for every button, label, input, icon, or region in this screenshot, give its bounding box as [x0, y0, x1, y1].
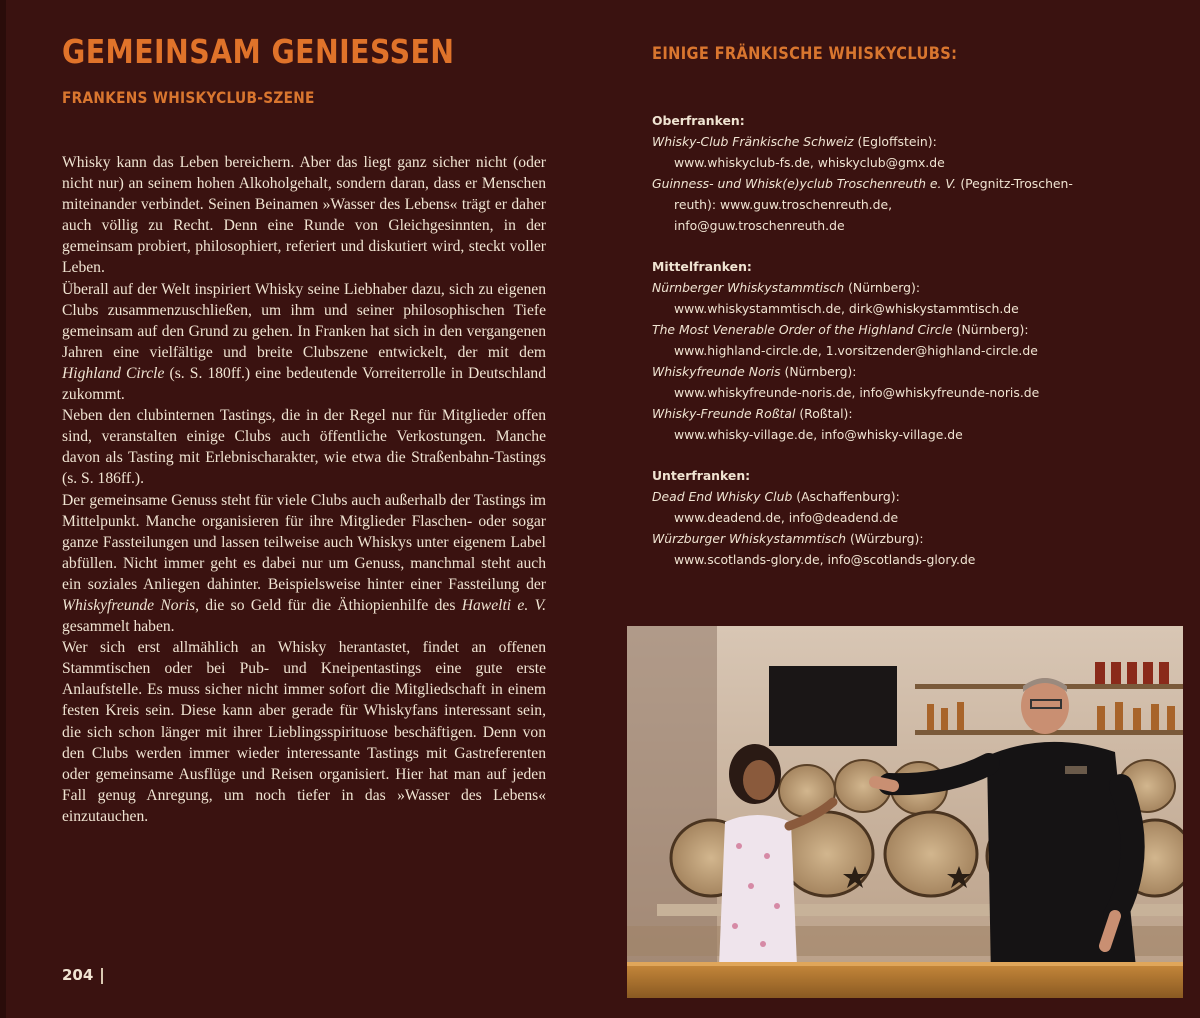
whisky-club-photo	[627, 626, 1183, 998]
club-contact: info@guw.troschenreuth.de	[674, 218, 845, 233]
club-name: Whisky-Club Fränkische Schweiz	[652, 134, 854, 149]
photo-illustration	[627, 626, 1183, 998]
club-location: (Egloffstein):	[853, 134, 937, 149]
club-contact: reuth): www.guw.troschenreuth.de,	[674, 197, 893, 212]
paragraph-1: Whisky kann das Leben bereichern. Aber das liegt ganz sicher nicht (oder nicht nur) an seinem hohen Alkoholgehalt, sondern daran, dass er Menschen miteinander verbindet. Seinen Beinamen »Wasser des Lebens« trägt er daher auch völlig zu Recht. Denn eine Runde von Gleichgesinnten, in der gemeinsam probiert, philosophiert, referiert und diskutiert wird, steckt voller Leben.	[62, 154, 546, 277]
paragraph-2-text-end: (s. S. 180ff.) eine bedeutende Vorreiterrolle in Deutschland zukommt.	[62, 364, 546, 404]
club-entry	[652, 403, 1172, 424]
club-location: (Nürnberg):	[952, 322, 1029, 337]
paragraph-5: Wer sich erst allmählich an Whisky herantastet, findet an offenen Stammtischen oder bei Pub- und Kneipentastings eine gute erste Anlaufstelle. Es muss sicher nicht immer sofort die Mitgliedschaft in einem festen Kreis sein. Diese kann aber gerade für Whiskyfans interessant sein, die sich schon länger mit ihrer Lieblingsspirituose beschäftigen. Denn von den Clubs werden immer wieder interessante Tastings mit Gastreferenten oder gemeinsame Ausflüge und Reisen organisiert. Hier hat man auf jeden Fall genug Anregung, um noch tiefer in das »Wasser des Lebens« einzutauchen.	[62, 639, 546, 825]
club-name: Dead End Whisky Club	[652, 489, 793, 504]
club-name: Guinness- und Whisk(e)yclub Troschenreuth e. V.	[652, 176, 957, 191]
paragraph-3: Neben den clubinternen Tastings, die in der Regel nur für Mitglieder offen sind, veranstalten einige Clubs auch öffentliche Verkostungen. Manche davon als Tasting mit Erlebnischarakter, wie etwa die Straßenbahn-Tastings (s. S. 186ff.).	[62, 407, 546, 488]
page-number: 204	[62, 966, 94, 984]
club-name: Whiskyfreunde Noris	[652, 364, 781, 379]
clubs-list	[652, 110, 1172, 590]
club-name: Whisky-Freunde Roßtal	[652, 406, 796, 421]
paragraph-2-text: Überall auf der Welt inspiriert Whisky seine Liebhaber dazu, sich zu eigenen Clubs zusammenzuschließen, um ihm und seiner philosophischen Tiefe gemeinsam auf den Grund zu gehen. In Franken hat sich in den vergangenen Jahren eine vielfältige und breite Clubszene entwickelt, der mit dem	[62, 280, 546, 361]
region-mittelfranken	[652, 256, 1172, 445]
clubs-heading: EINIGE FRÄNKISCHE WHISKYCLUBS:	[652, 44, 958, 64]
club-entry	[652, 131, 1172, 152]
paragraph-4	[62, 490, 546, 638]
page-gutter	[0, 0, 6, 1018]
club-entry	[652, 486, 1172, 507]
club-contact: www.whiskyfreunde-noris.de, info@whiskyfreunde-noris.de	[674, 385, 1040, 400]
paragraph-4-text-mid: , die so Geld für die Äthiopienhilfe des	[195, 596, 462, 614]
club-location: (Nürnberg):	[844, 280, 921, 295]
region-unterfranken	[652, 465, 1172, 570]
paragraph-4-emphasis-1: Whiskyfreunde Noris	[62, 596, 196, 614]
paragraph-4-emphasis-2: Hawelti e. V.	[461, 596, 546, 614]
club-name: Würzburger Whiskystammtisch	[652, 531, 847, 546]
page-subtitle: FRANKENS WHISKYCLUB-SZENE	[62, 88, 315, 107]
page-number-separator	[101, 968, 103, 984]
club-location: (Roßtal):	[795, 406, 853, 421]
club-contact: www.deadend.de, info@deadend.de	[674, 510, 899, 525]
club-contact: www.whiskyclub-fs.de, whiskyclub@gmx.de	[674, 155, 945, 170]
club-contact: www.highland-circle.de, 1.vorsitzender@highland-circle.de	[674, 343, 1038, 358]
club-location: (Pegnitz-Troschen-	[956, 176, 1073, 191]
club-name: The Most Venerable Order of the Highland Circle	[652, 322, 953, 337]
paragraph-4-text: Der gemeinsame Genuss steht für viele Clubs auch außerhalb der Tastings im Mittelpunkt. Manche organisieren für ihre Mitglieder Flaschen- oder sogar ganze Fassteilungen und lassen teilweise auch Whiskys unter eigenem Label abfüllen. Nicht immer geht es dabei nur um Genuss, manchmal steht auch ein soziales Anliegen dahinter. Beispielsweise hinter einer Fassteilung der	[62, 491, 546, 593]
club-location: (Aschaffenburg):	[792, 489, 900, 504]
club-entry	[652, 528, 1172, 549]
region-title: Unterfranken:	[652, 468, 751, 483]
article-body	[62, 152, 546, 827]
club-contact: www.scotlands-glory.de, info@scotlands-glory.de	[674, 552, 976, 567]
paragraph-4-text-end: gesammelt haben.	[62, 618, 175, 636]
club-location: (Nürnberg):	[780, 364, 857, 379]
club-entry	[652, 173, 1172, 194]
paragraph-2	[62, 279, 546, 406]
club-entry	[652, 319, 1172, 340]
club-contact: www.whisky-village.de, info@whisky-village.de	[674, 427, 963, 442]
paragraph-2-emphasis: Highland Circle	[62, 364, 165, 382]
club-name: Nürnberger Whiskystammtisch	[652, 280, 845, 295]
club-entry	[652, 277, 1172, 298]
region-title: Mittelfranken:	[652, 259, 752, 274]
club-contact: www.whiskystammtisch.de, dirk@whiskystammtisch.de	[674, 301, 1019, 316]
club-location: (Würzburg):	[846, 531, 924, 546]
club-entry	[652, 361, 1172, 382]
region-oberfranken	[652, 110, 1172, 236]
page-title: GEMEINSAM GENIESSEN	[62, 32, 455, 71]
region-title: Oberfranken:	[652, 113, 745, 128]
